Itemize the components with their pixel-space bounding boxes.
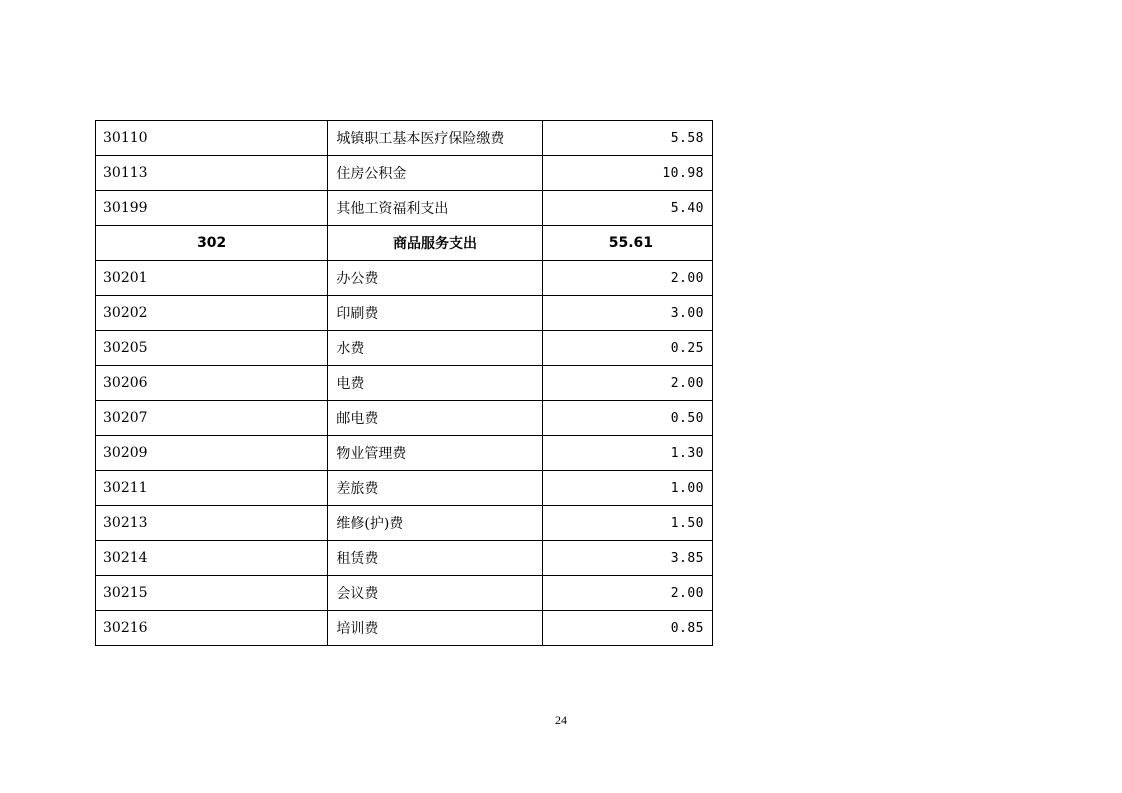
budget-table (95, 120, 713, 646)
account-name-cell: 商品服务支出 (328, 226, 542, 261)
account-code-cell: 30202 (96, 296, 328, 331)
amount-cell: 1.50 (542, 506, 712, 541)
account-name-cell: 城镇职工基本医疗保险缴费 (328, 121, 542, 156)
table-row (96, 191, 713, 226)
table-row (96, 436, 713, 471)
account-name-cell: 物业管理费 (328, 436, 542, 471)
amount-cell: 5.58 (542, 121, 712, 156)
account-name-cell: 培训费 (328, 611, 542, 646)
table-row (96, 121, 713, 156)
amount-cell: 10.98 (542, 156, 712, 191)
table-row (96, 541, 713, 576)
amount-cell: 3.85 (542, 541, 712, 576)
amount-cell: 0.25 (542, 331, 712, 366)
account-code-cell: 30205 (96, 331, 328, 366)
account-name-cell: 水费 (328, 331, 542, 366)
table-group-row (96, 226, 713, 261)
amount-cell: 2.00 (542, 366, 712, 401)
amount-cell: 1.30 (542, 436, 712, 471)
account-code-cell: 30113 (96, 156, 328, 191)
amount-cell: 1.00 (542, 471, 712, 506)
account-name-cell: 邮电费 (328, 401, 542, 436)
table-row (96, 261, 713, 296)
account-code-cell: 30216 (96, 611, 328, 646)
account-code-cell: 30213 (96, 506, 328, 541)
table-row (96, 471, 713, 506)
account-name-cell: 其他工资福利支出 (328, 191, 542, 226)
amount-cell: 2.00 (542, 576, 712, 611)
amount-cell: 2.00 (542, 261, 712, 296)
account-name-cell: 租赁费 (328, 541, 542, 576)
account-code-cell: 30209 (96, 436, 328, 471)
account-name-cell: 住房公积金 (328, 156, 542, 191)
amount-cell: 0.85 (542, 611, 712, 646)
table-row (96, 401, 713, 436)
table-row (96, 296, 713, 331)
account-name-cell: 电费 (328, 366, 542, 401)
account-code-cell: 30201 (96, 261, 328, 296)
account-code-cell: 30199 (96, 191, 328, 226)
account-name-cell: 维修(护)费 (328, 506, 542, 541)
account-name-cell: 会议费 (328, 576, 542, 611)
account-code-cell: 30206 (96, 366, 328, 401)
account-code-cell: 30215 (96, 576, 328, 611)
table-body (96, 121, 713, 646)
amount-cell: 55.61 (542, 226, 712, 261)
account-name-cell: 印刷费 (328, 296, 542, 331)
account-code-cell: 302 (96, 226, 328, 261)
account-code-cell: 30110 (96, 121, 328, 156)
account-code-cell: 30207 (96, 401, 328, 436)
table-row (96, 506, 713, 541)
amount-cell: 3.00 (542, 296, 712, 331)
amount-cell: 5.40 (542, 191, 712, 226)
table-row (96, 366, 713, 401)
amount-cell: 0.50 (542, 401, 712, 436)
account-name-cell: 办公费 (328, 261, 542, 296)
account-name-cell: 差旅费 (328, 471, 542, 506)
account-code-cell: 30214 (96, 541, 328, 576)
page-number: 24 (555, 713, 567, 727)
table-row (96, 156, 713, 191)
account-code-cell: 30211 (96, 471, 328, 506)
table-row (96, 331, 713, 366)
table-row (96, 576, 713, 611)
table-row (96, 611, 713, 646)
